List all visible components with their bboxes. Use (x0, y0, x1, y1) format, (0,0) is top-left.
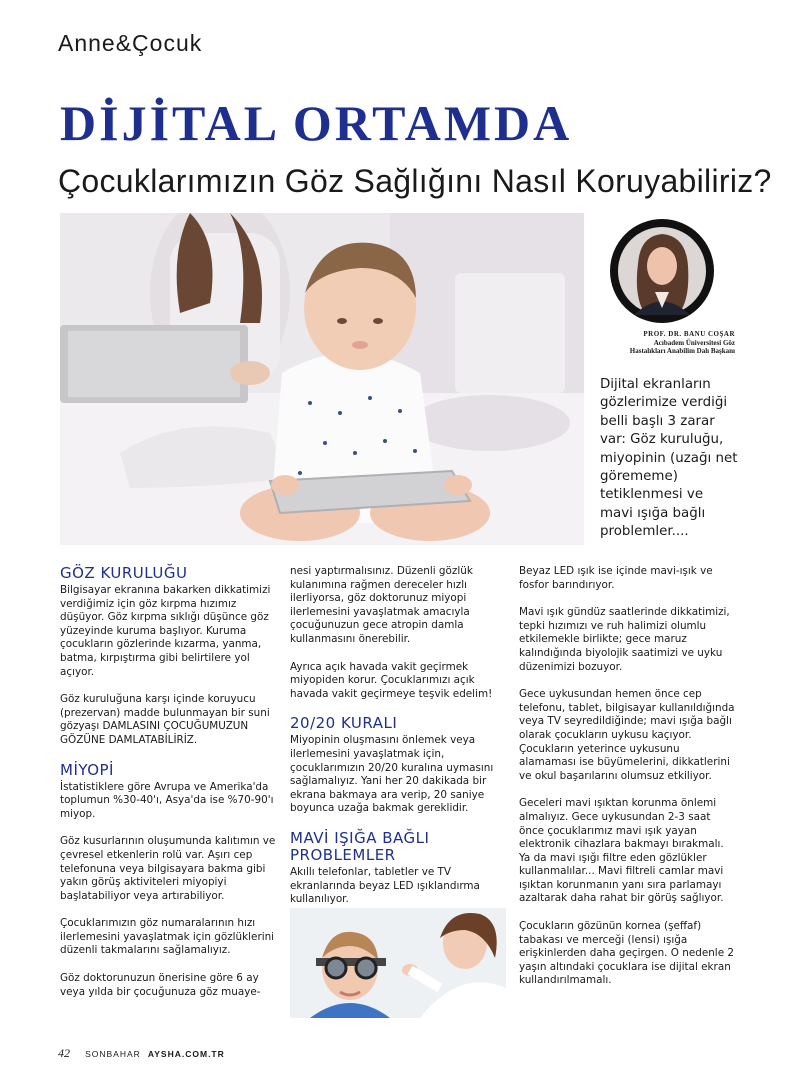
author-credit (600, 330, 735, 356)
author-affiliation-2: Hastalıkları Anabilim Dalı Başkanı (629, 347, 735, 355)
author-photo-frame (600, 218, 724, 324)
headline: DİJİTAL ORTAMDA (60, 95, 573, 151)
heading-myopia: MİYOPİ (60, 760, 114, 779)
paragraph: Gece uykusundan hemen önce cep telefonu, tablet, bilgisayar kullanıldığında veya TV seyredildiğinde; mavi ışığa bağlı olarak çocukların uykusu kaçıyor. Çocukların yeterince uykusunu alamaması ise büyümelerini, dikkatlerini ve okul başarılarını olumsuz etkiliyor. (519, 688, 735, 782)
hero-photo (60, 213, 584, 545)
column-2 (290, 565, 506, 915)
paragraph: Göz kusurlarının oluşumunda kalıtımın ve çevresel etkenlerin rolü var. Aşırı cep telefonuna veya bilgisayara bakma gibi yakın görüş aktiviteleri miyopiyi başlatabiliyor veya artırabiliyor. (60, 835, 276, 902)
heading-blue-light-2: PROBLEMLER (290, 845, 396, 864)
paragraph: Miyopinin oluşmasını önlemek veya ilerlemesini yavaşlatmak için, çocuklarımızın 20/20 kuralına uymasını sağlamalıyız. Yani her 20 dakikada bir ekrana bakmaya ara verip, 20 saniye boyunca uzağa bakmak gereklidir. (290, 734, 494, 815)
paragraph: Akıllı telefonlar, tabletler ve TV ekranlarında beyaz LED ışıklandırma kullanılıyor. (290, 865, 480, 906)
footer-season: SONBAHAR (85, 1049, 141, 1059)
paragraph: nesi yaptırmalısınız. Düzenli gözlük kulanımına rağmen dereceler hızlı ilerliyorsa, göz doktorunuz miyopi ilerlemesini yavaşlatmak amacıyla çocuğunuzun gece atropin damla kullanmasını önerebilir. (290, 565, 473, 645)
heading-2020-rule: 20/20 KURALI (290, 714, 398, 733)
paragraph: Ayrıca açık havada vakit geçirmek miyopiden korur. Çocuklarımızı açık havada vakit geçirmeye teşvik edelim! (290, 660, 493, 700)
subheadline: Çocuklarımızın Göz Sağlığını Nasıl Koruyabiliriz? (58, 163, 772, 199)
author-portrait (600, 218, 724, 324)
eye-exam-illustration (290, 908, 506, 1018)
paragraph: İstatistiklere göre Avrupa ve Amerika'da toplumun %30-40'ı, Asya'da ise %70-90'ı miyop. (60, 780, 274, 820)
paragraph: Bilgisayar ekranına bakarken dikkatimizi verdiğimiz için göz kırpma hızımız düşüyor. Göz kırpma sıklığı düşünce göz yüzeyinde kuruma başlıyor. Kuruma çocukların gözlerinde kızarma, yanma, batma, kırpıştırma gibi belirtilere yol açıyor. (60, 584, 271, 678)
column-3 (519, 565, 737, 1002)
page-number: 42 (58, 1046, 70, 1060)
paragraph: Çocukların gözünün kornea (şeffaf) tabakası ve merceği (lensi) ışığa erişkinlerden daha geçirgen. O nedenle 2 yaşın altındaki çocuklara ise dijital ekran kullandırılmamalı. (519, 920, 735, 987)
paragraph: Göz kuruluğuna karşı içinde koruyucu (prezervan) madde bulunmayan bir suni gözyaşı DAMLASINI ÇOCUĞUMUZUN GÖZÜNE DAMLATABİLİRİZ. (60, 693, 270, 746)
footer-site: AYSHA.COM.TR (147, 1049, 225, 1059)
author-name: PROF. DR. BANU COŞAR (643, 330, 735, 338)
section-title: Anne&Çocuk (58, 30, 203, 56)
author-affiliation-1: Acıbadem Üniversitesi Göz (653, 338, 735, 347)
paragraph: Mavi ışık gündüz saatlerinde dikkatimizi, tepki hızımızı ve ruh halimizi olumlu etkilemekle birlikte; gece maruz kalındığında biyolojik saatimizi ve uyku düzenimizi bozuyor. (519, 606, 730, 673)
paragraph: Göz doktorunuzun önerisine göre 6 ay veya yılda bir çocuğunuza göz muaye- (60, 972, 261, 998)
pull-quote: Dijital ekranların gözlerimize verdiği belli başlı 3 zarar var: Göz kuruluğu, miyopinin (uzağı net görememe) tetiklenmesi ve mavi ışığa bağlı problemler.... (600, 377, 738, 540)
eye-exam-photo (290, 908, 506, 1018)
paragraph: Geceleri mavi ışıktan korunma önlemi almalıyız. Gece uykusundan 2-3 saat önce çocuklarımız mavi ışık yayan elektronik cihazlara bakmayı bırakmalı. Ya da mavi ışığı filtre eden gözlükler kullanmalılar... Mavi filtreli camlar mavi ışıktan korunmanın yanı sıra parlamayı azaltarak daha rahat bir görüş sağlıyor. (519, 797, 724, 905)
paragraph: Çocuklarımızın göz numaralarının hızı ilerlemesini yavaşlatmak için gözlüklerini düzenli takmalarını sağlamalıyız. (60, 917, 275, 957)
paragraph: Beyaz LED ışık ise içinde mavi-ışık ve fosfor barındırıyor. (519, 565, 713, 591)
baby-tablet-illustration (60, 213, 584, 545)
heading-dry-eye: GÖZ KURULUĞU (60, 564, 188, 582)
footer (58, 1042, 225, 1061)
heading-blue-light-1: MAVİ IŞIĞA BAĞLI (290, 828, 430, 847)
column-1 (60, 565, 278, 1013)
